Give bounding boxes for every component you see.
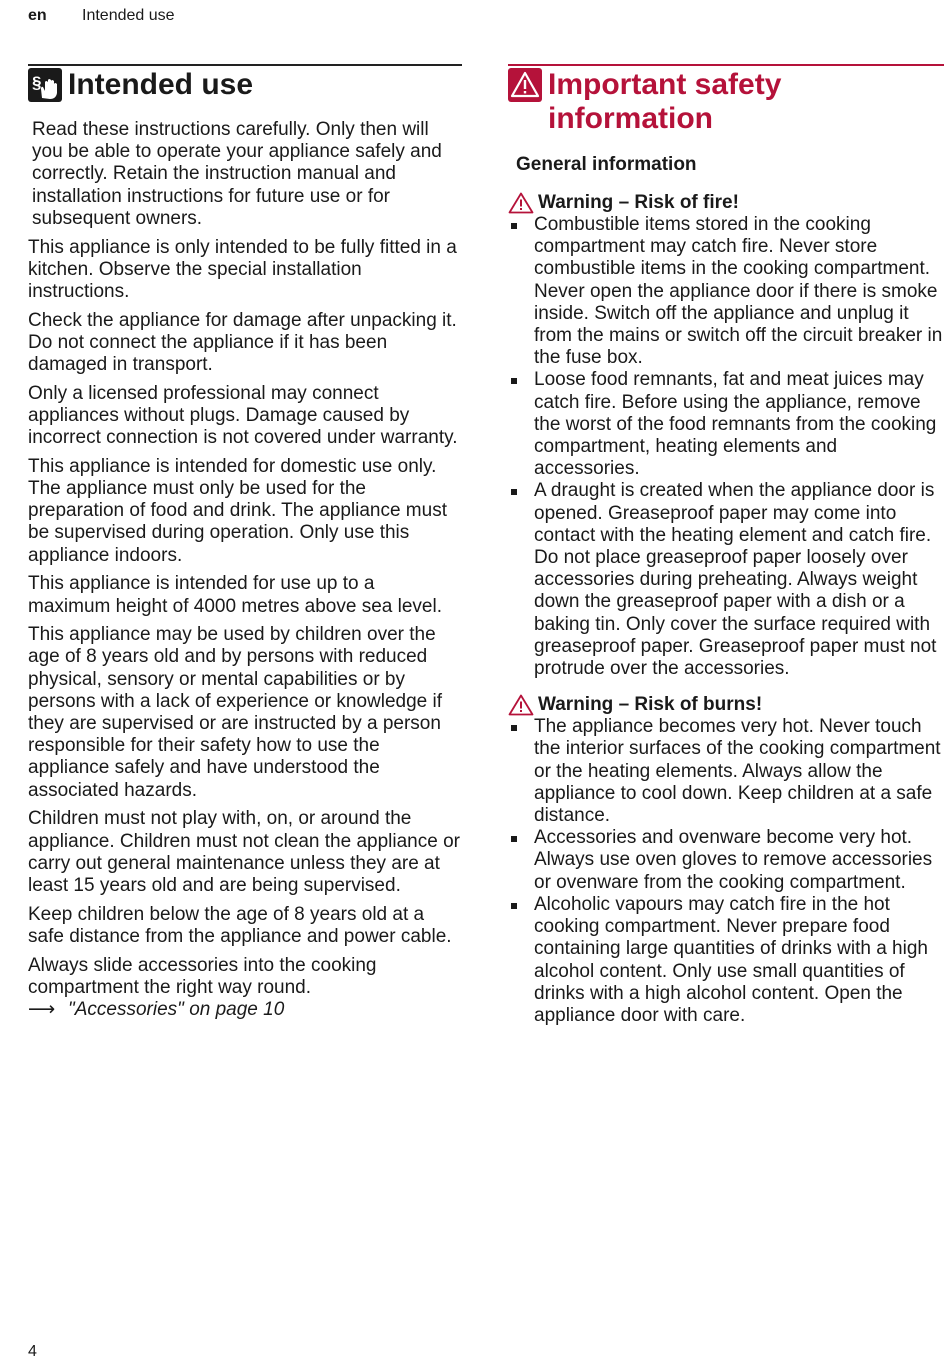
fire-warning-list xyxy=(508,214,944,680)
running-header-section: Intended use xyxy=(82,7,175,24)
safety-column xyxy=(508,64,944,1027)
list-item: Alcoholic vapours may catch fire in the hot cooking compartment. Never prepare food containing large quantities of drinks with a high alcohol content. Only use small quantities of drinks with a high alcohol content. Open the appliance door with care. xyxy=(508,894,944,1027)
svg-text:§: § xyxy=(32,73,42,92)
fire-warning-heading xyxy=(508,192,944,214)
general-information-heading: General information xyxy=(516,154,697,175)
list-item: The appliance becomes very hot. Never touch the interior surfaces of the cooking compartment or the heating elements. Always allow the appliance to cool down. Keep children at a safe distance. xyxy=(508,716,944,827)
accessories-page-link[interactable] xyxy=(28,999,462,1021)
burns-warning-list xyxy=(508,716,944,1027)
list-item: Combustible items stored in the cooking compartment may catch fire. Never store combustible items in the cooking compartment. Never open the appliance door if there is smoke inside. Switch off the appliance and unplug it from the mains or switch off the circuit breaker in the fuse box. xyxy=(508,214,944,369)
arrow-right-icon: ⟶ xyxy=(28,999,56,1021)
burns-warning-title: Warning – Risk of burns! xyxy=(538,694,763,716)
paragraph-read-instructions: Read these instructions carefully. Only then will you be able to operate your appliance safely and correctly. Retain the instruction manual and installation instructions for future use or for subsequent owners. xyxy=(32,119,442,229)
warning-triangle-icon xyxy=(508,192,534,214)
warning-triangle-icon xyxy=(508,694,534,716)
list-item: A draught is created when the appliance door is opened. Greaseproof paper may come into contact with the heating element and catch fire. Do not place greaseproof paper loosely over accessories during preheating. Always weight down the greaseproof paper with a dish or a baking tin. Only cover the surface required with greaseproof paper. Greaseproof paper must not protrude over the accessories. xyxy=(508,480,944,680)
hand-paragraph-icon xyxy=(28,68,62,102)
running-header xyxy=(28,7,175,25)
paragraph-check-damage: Check the appliance for damage after unpacking it. Do not connect the appliance if it has been damaged in transport. xyxy=(28,309,457,376)
intended-use-heading xyxy=(28,64,462,102)
intended-use-column xyxy=(28,64,462,1021)
paragraph-domestic-use: This appliance is intended for domestic use only. The appliance must only be used for the preparation of food and drink. The appliance must be supervised during operation. Only use this appliance indoors. xyxy=(28,455,447,566)
burns-warning-heading xyxy=(508,694,944,716)
list-item: Loose food remnants, fat and meat juices may catch fire. Before using the appliance, remove the worst of the food remnants from the cooking compartment, heating elements and accessories. xyxy=(508,369,944,480)
paragraph-keep-children-away: Keep children below the age of 8 years old at a safe distance from the appliance and power cable. xyxy=(28,903,452,947)
intended-use-title: Intended use xyxy=(68,68,254,101)
paragraph-licensed-professional: Only a licensed professional may connect appliances without plugs. Damage caused by incorrect connection is not covered under warranty. xyxy=(28,382,458,449)
accessories-link-text[interactable]: "Accessories" on page 10 xyxy=(68,999,285,1021)
safety-title: Important safety information xyxy=(548,68,782,135)
paragraph-children-over-8: This appliance may be used by children over the age of 8 years old and by persons with reduced physical, sensory or mental capabilities or by persons with a lack of experience or knowledge if they are supervised or are instructed by a person responsible for their safety how to use the appliance safely and have understood the associated hazards. xyxy=(28,624,443,801)
page-number: 4 xyxy=(28,1343,37,1360)
fire-warning-title: Warning – Risk of fire! xyxy=(538,192,739,213)
warning-triangle-icon xyxy=(508,68,542,102)
paragraph-fitted-kitchen: This appliance is only intended to be fully fitted in a kitchen. Observe the special installation instructions. xyxy=(28,236,457,302)
paragraph-max-height: This appliance is intended for use up to a maximum height of 4000 metres above sea level. xyxy=(28,573,442,617)
paragraph-slide-accessories: Always slide accessories into the cooking compartment the right way round. xyxy=(28,954,377,998)
language-code: en xyxy=(28,7,47,24)
safety-heading xyxy=(508,64,944,136)
list-item: Accessories and ovenware become very hot. Always use oven gloves to remove accessories or ovenware from the cooking compartment. xyxy=(508,827,944,894)
paragraph-children-play: Children must not play with, on, or around the appliance. Children must not clean the appliance or carry out general maintenance unless they are at least 15 years old and are being supervised. xyxy=(28,808,460,896)
